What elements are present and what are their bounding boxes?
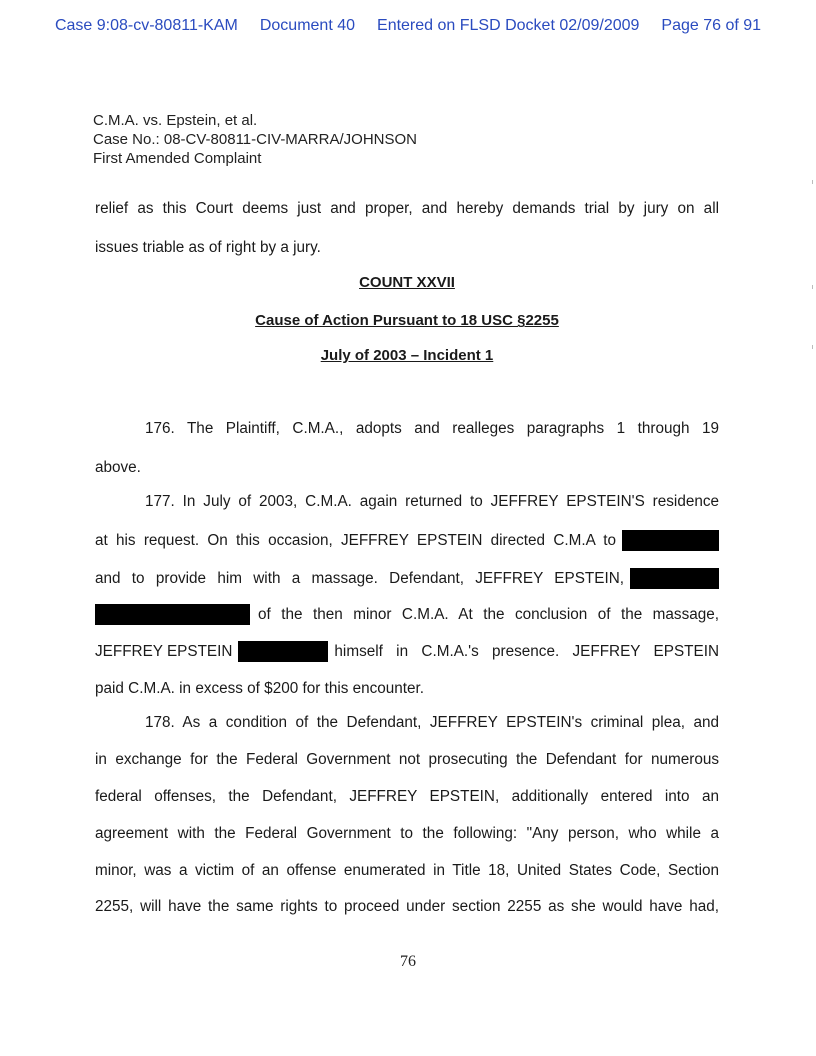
- paragraph-178-line-3: federal offenses, the Defendant, JEFFREY EPSTEIN, additionally entered into an: [95, 788, 719, 805]
- paragraph-177-line-1: 177. In July of 2003, C.M.A. again returned to JEFFREY EPSTEIN'S residence: [145, 493, 719, 510]
- caption-case-number: Case No.: 08-CV-80811-CIV-MARRA/JOHNSON: [93, 131, 417, 148]
- paragraph-177-line-2-row: [95, 530, 719, 551]
- redaction-block: [622, 530, 719, 551]
- stamp-entered: Entered on FLSD Docket 02/09/2009: [377, 17, 640, 34]
- paragraph-176-line-1: 176. The Plaintiff, C.M.A., adopts and realleges paragraphs 1 through 19: [145, 420, 719, 437]
- paragraph-177-line-6: paid C.M.A. in excess of $200 for this encounter.: [95, 680, 425, 697]
- paragraph-178-line-5: minor, was a victim of an offense enumerated in Title 18, United States Code, Section: [95, 862, 719, 879]
- paragraph-178-line-2: in exchange for the Federal Government not prosecuting the Defendant for numerous: [95, 751, 719, 768]
- count-date: July of 2003 – Incident 1: [320, 347, 494, 364]
- case-caption: [93, 111, 417, 168]
- paragraph-177-line-4-row: [95, 604, 719, 625]
- paragraph-178-line-4: agreement with the Federal Government to the following: "Any person, who while a: [95, 825, 719, 842]
- caption-parties: C.M.A. vs. Epstein, et al.: [93, 112, 258, 129]
- stamp-case: Case 9:08-cv-80811-KAM: [54, 17, 238, 34]
- count-title: COUNT XXVII: [359, 274, 455, 291]
- intro-line-1: relief as this Court deems just and proper, and hereby demands trial by jury on all: [95, 200, 719, 217]
- caption-document-title: First Amended Complaint: [93, 150, 262, 167]
- paragraph-176-line-2: above.: [95, 459, 141, 476]
- scan-speck: [812, 285, 813, 289]
- intro-line-2: issues triable as of right by a jury.: [95, 239, 321, 256]
- redaction-block: [630, 568, 719, 589]
- page-number: 76: [400, 953, 416, 970]
- scan-speck: [812, 345, 813, 349]
- docket-stamp: [0, 17, 816, 35]
- redaction-block: [238, 641, 328, 662]
- paragraph-177-line-3: and to provide him with a massage. Defendant, JEFFREY EPSTEIN,: [95, 569, 624, 587]
- paragraph-177-line-4: of the then minor C.M.A. At the conclusion of the massage,: [258, 605, 719, 623]
- paragraph-177-line-2: at his request. On this occasion, JEFFREY EPSTEIN directed C.M.A to: [95, 531, 616, 549]
- paragraph-177-line-3-row: [95, 568, 719, 589]
- count-subtitle: Cause of Action Pursuant to 18 USC §2255: [255, 312, 559, 329]
- paragraph-177-line-5a: JEFFREY EPSTEIN: [95, 642, 233, 660]
- paragraph-178-line-1: 178. As a condition of the Defendant, JEFFREY EPSTEIN's criminal plea, and: [145, 714, 719, 731]
- redaction-block: [95, 604, 250, 625]
- stamp-page: Page 76 of 91: [661, 17, 762, 34]
- paragraph-178-line-6: 2255, will have the same rights to proceed under section 2255 as she would have had,: [95, 898, 719, 915]
- scan-speck: [812, 180, 813, 184]
- paragraph-177-line-5b: himself in C.M.A.'s presence. JEFFREY EPSTEIN: [334, 642, 719, 660]
- paragraph-177-line-5-row: [95, 641, 719, 662]
- stamp-document: Document 40: [259, 17, 356, 34]
